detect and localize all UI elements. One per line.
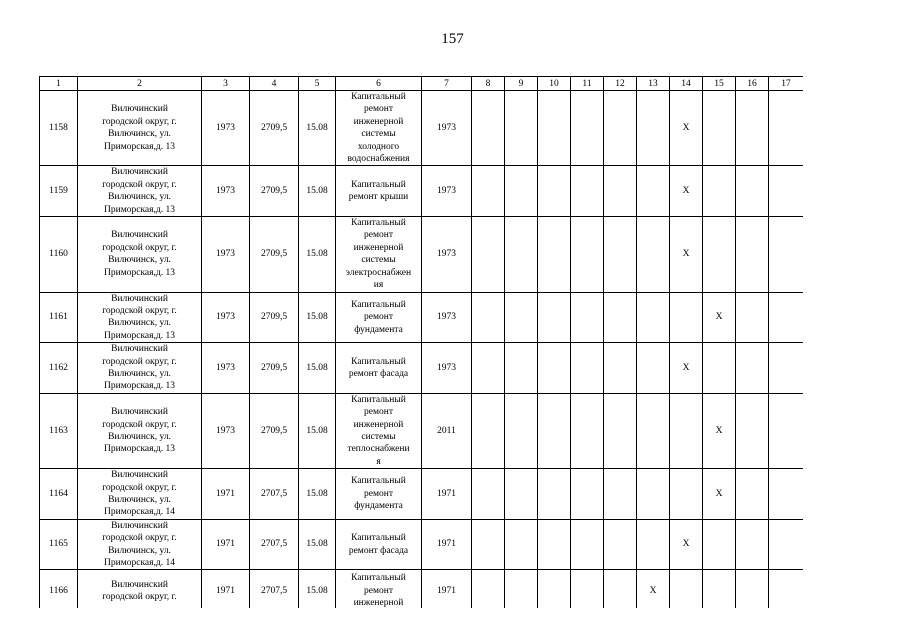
empty-cell [736,91,769,166]
empty-cell [571,393,604,468]
address-cell [78,469,202,520]
empty-cell [604,217,637,292]
row-number-cell: 1164 [40,469,78,520]
cell-line: я [376,456,381,467]
build-year-cell: 1971 [202,570,250,608]
cell-line: городской округ, г. [102,242,177,253]
mark-cell: Х [703,469,736,520]
year-cell: 1973 [422,166,472,217]
area-cell: 2707,5 [250,570,299,608]
empty-cell [604,570,637,608]
empty-cell [538,91,571,166]
code-cell: 15.08 [299,570,336,608]
empty-cell [505,570,538,608]
code-cell: 15.08 [299,393,336,468]
build-year-cell: 1973 [202,217,250,292]
cell-line: электроснабжен [345,267,412,278]
column-number-header: 16 [736,77,769,91]
row-number-cell: 1158 [40,91,78,166]
empty-cell [736,393,769,468]
empty-cell [571,343,604,394]
address-cell [78,519,202,570]
table-row [40,469,804,520]
empty-cell [571,519,604,570]
cell-line: Вилючинск, ул. [108,318,171,329]
table-body [40,77,804,609]
empty-cell [538,570,571,608]
cell-line: системы [361,129,396,140]
empty-cell [703,166,736,217]
work-type-cell [336,292,422,343]
cell-line: Приморская,д. 13 [104,330,175,341]
empty-cell [505,393,538,468]
empty-cell [505,519,538,570]
area-cell: 2709,5 [250,343,299,394]
year-cell: 1973 [422,292,472,343]
work-type-cell [336,519,422,570]
cell-line: инженерной [353,419,404,430]
mark-cell: Х [670,343,703,394]
cell-line: Вилючинский [111,470,168,481]
empty-cell [736,570,769,608]
cell-line: инженерной [353,242,404,253]
empty-cell [571,217,604,292]
address-cell [78,393,202,468]
cell-line: ремонт [364,230,393,241]
work-type-cell [336,343,422,394]
column-number-header: 8 [472,77,505,91]
empty-cell [637,292,670,343]
empty-cell [538,469,571,520]
empty-cell [736,217,769,292]
cell-line: городской округ, г. [102,419,177,430]
cell-line: Приморская,д. 13 [104,204,175,215]
empty-cell [769,91,804,166]
column-number-header: 4 [250,77,299,91]
cell-line: инженерной [353,598,404,608]
row-number-cell: 1166 [40,570,78,608]
cell-line: водоснабжения [347,154,410,165]
empty-cell [637,343,670,394]
empty-cell [538,343,571,394]
code-cell: 15.08 [299,217,336,292]
row-number-cell: 1163 [40,393,78,468]
column-number-row [40,77,804,91]
column-number-header: 6 [336,77,422,91]
row-number-cell: 1159 [40,166,78,217]
year-cell: 1971 [422,469,472,520]
address-cell [78,91,202,166]
mark-cell: Х [670,166,703,217]
cell-line: ремонт [364,488,393,499]
year-cell: 1971 [422,570,472,608]
area-cell: 2709,5 [250,292,299,343]
cell-line: городской округ, г. [102,305,177,316]
empty-cell [538,393,571,468]
cell-line: Вилючинск, ул. [108,192,171,203]
year-cell: 1971 [422,519,472,570]
empty-cell [670,570,703,608]
code-cell: 15.08 [299,91,336,166]
mark-cell: Х [637,570,670,608]
table-row [40,217,804,292]
cell-line: Капитальный [351,299,406,310]
empty-cell [604,393,637,468]
cell-line: фундамента [354,324,403,335]
empty-cell [472,91,505,166]
column-number-header: 9 [505,77,538,91]
cell-line: Капитальный [351,179,406,190]
empty-cell [736,343,769,394]
cell-line: Капитальный [351,476,406,487]
cell-line: Капитальный [351,533,406,544]
cell-line: Приморская,д. 13 [104,267,175,278]
cell-line: Вилючинск, ул. [108,368,171,379]
empty-cell [571,91,604,166]
empty-cell [472,519,505,570]
table-row [40,343,804,394]
empty-cell [604,166,637,217]
cell-line: Вилючинский [111,167,168,178]
empty-cell [637,166,670,217]
column-number-header: 5 [299,77,336,91]
empty-cell [571,166,604,217]
address-cell [78,343,202,394]
year-cell: 2011 [422,393,472,468]
table-row [40,292,804,343]
empty-cell [505,217,538,292]
area-cell: 2709,5 [250,393,299,468]
empty-cell [604,343,637,394]
empty-cell [505,343,538,394]
cell-line: Вилючинский [111,407,168,418]
code-cell: 15.08 [299,292,336,343]
empty-cell [769,393,804,468]
empty-cell [604,91,637,166]
address-cell [78,166,202,217]
table-row [40,91,804,166]
area-cell: 2707,5 [250,469,299,520]
cell-line: системы [361,255,396,266]
build-year-cell: 1971 [202,519,250,570]
empty-cell [637,217,670,292]
cell-line: Капитальный [351,394,406,405]
empty-cell [538,519,571,570]
column-number-header: 1 [40,77,78,91]
empty-cell [538,166,571,217]
empty-cell [472,393,505,468]
table-row [40,166,804,217]
column-number-header: 10 [538,77,571,91]
row-number-cell: 1165 [40,519,78,570]
code-cell: 15.08 [299,469,336,520]
empty-cell [604,292,637,343]
empty-cell [670,469,703,520]
cell-line: Вилючинский [111,344,168,355]
empty-cell [769,166,804,217]
empty-cell [769,519,804,570]
build-year-cell: 1973 [202,91,250,166]
cell-line: городской округ, г. [102,482,177,493]
address-cell [78,217,202,292]
mark-cell: Х [670,217,703,292]
table-row [40,570,804,608]
area-cell: 2707,5 [250,519,299,570]
empty-cell [538,217,571,292]
empty-cell [505,91,538,166]
cell-line: Приморская,д. 14 [104,558,175,569]
empty-cell [571,570,604,608]
build-year-cell: 1973 [202,166,250,217]
empty-cell [472,570,505,608]
work-type-cell [336,469,422,520]
build-year-cell: 1973 [202,393,250,468]
cell-line: Приморская,д. 13 [104,141,175,152]
empty-cell [703,570,736,608]
empty-cell [736,469,769,520]
cell-line: Вилючинский [111,520,168,531]
cell-line: Вилючинск, ул. [108,255,171,266]
cell-line: Вилючинск, ул. [108,431,171,442]
empty-cell [769,343,804,394]
empty-cell [637,393,670,468]
mark-cell: Х [670,91,703,166]
empty-cell [769,292,804,343]
cell-line: Вилючинский [111,579,168,590]
build-year-cell: 1971 [202,469,250,520]
area-cell: 2709,5 [250,217,299,292]
code-cell: 15.08 [299,519,336,570]
empty-cell [472,469,505,520]
cell-line: Капитальный [351,356,406,367]
cell-line: городской округ, г. [102,356,177,367]
mark-cell: Х [703,292,736,343]
mark-cell: Х [703,393,736,468]
work-type-cell [336,166,422,217]
column-number-header: 11 [571,77,604,91]
mark-cell: Х [670,519,703,570]
empty-cell [571,469,604,520]
row-number-cell: 1162 [40,343,78,394]
column-number-header: 3 [202,77,250,91]
cell-line: ремонт фасада [348,368,409,379]
empty-cell [472,166,505,217]
page-number: 157 [441,31,464,47]
work-type-cell [336,570,422,608]
row-number-cell: 1160 [40,217,78,292]
cell-line: Вилючинский [111,230,168,241]
empty-cell [703,91,736,166]
empty-cell [472,292,505,343]
empty-cell [505,292,538,343]
cell-line: Приморская,д. 13 [104,444,175,455]
empty-cell [769,217,804,292]
empty-cell [538,292,571,343]
cell-line: фундамента [354,501,403,512]
cell-line: городской округ, г. [102,179,177,190]
cell-line: Вилючинский [111,104,168,115]
cell-line: Капитальный [351,573,406,584]
empty-cell [769,469,804,520]
column-number-header: 13 [637,77,670,91]
area-cell: 2709,5 [250,91,299,166]
empty-cell [505,469,538,520]
empty-cell [670,393,703,468]
cell-line: инженерной [353,116,404,127]
cell-line: ремонт [364,585,393,596]
repair-schedule-table [39,76,803,608]
cell-line: ремонт [364,312,393,323]
empty-cell [736,292,769,343]
cell-line: системы [361,431,396,442]
cell-line: Вилючинск, ул. [108,495,171,505]
cell-line: Приморская,д. 14 [104,507,175,518]
cell-line: Капитальный [351,218,406,229]
empty-cell [670,292,703,343]
cell-line: холодного [357,141,400,152]
cell-line: Вилючинск, ул. [108,129,171,140]
address-cell [78,570,202,608]
cell-line: Вилючинск, ул. [108,545,171,556]
empty-cell [472,343,505,394]
empty-cell [736,519,769,570]
cell-line: ремонт [364,104,393,115]
empty-cell [736,166,769,217]
empty-cell [703,343,736,394]
empty-cell [604,519,637,570]
empty-cell [604,469,637,520]
column-number-header: 14 [670,77,703,91]
column-number-header: 12 [604,77,637,91]
empty-cell [637,91,670,166]
year-cell: 1973 [422,343,472,394]
cell-line: городской округ, г. [102,591,177,602]
cell-line: Вилючинский [111,293,168,304]
column-number-header: 17 [769,77,804,91]
cell-line: ремонт фасада [348,545,409,556]
empty-cell [637,519,670,570]
year-cell: 1973 [422,91,472,166]
build-year-cell: 1973 [202,343,250,394]
empty-cell [703,519,736,570]
address-cell [78,292,202,343]
year-cell: 1973 [422,217,472,292]
row-number-cell: 1161 [40,292,78,343]
empty-cell [472,217,505,292]
column-number-header: 7 [422,77,472,91]
cell-line: ия [373,280,384,291]
empty-cell [505,166,538,217]
table-row [40,393,804,468]
cell-line: теплоснабжени [347,444,410,455]
cell-line: ремонт [364,407,393,418]
cell-line: городской округ, г. [102,116,177,127]
cell-line: Приморская,д. 13 [104,381,175,392]
work-type-cell [336,393,422,468]
column-number-header: 15 [703,77,736,91]
build-year-cell: 1973 [202,292,250,343]
empty-cell [769,570,804,608]
empty-cell [703,217,736,292]
cell-line: ремонт крыши [348,192,409,203]
code-cell: 15.08 [299,343,336,394]
work-type-cell [336,217,422,292]
work-type-cell [336,91,422,166]
empty-cell [571,292,604,343]
area-cell: 2709,5 [250,166,299,217]
code-cell: 15.08 [299,166,336,217]
table-container [39,76,803,608]
column-number-header: 2 [78,77,202,91]
table-row [40,519,804,570]
cell-line: Капитальный [351,92,406,102]
cell-line: городской округ, г. [102,533,177,544]
empty-cell [637,469,670,520]
